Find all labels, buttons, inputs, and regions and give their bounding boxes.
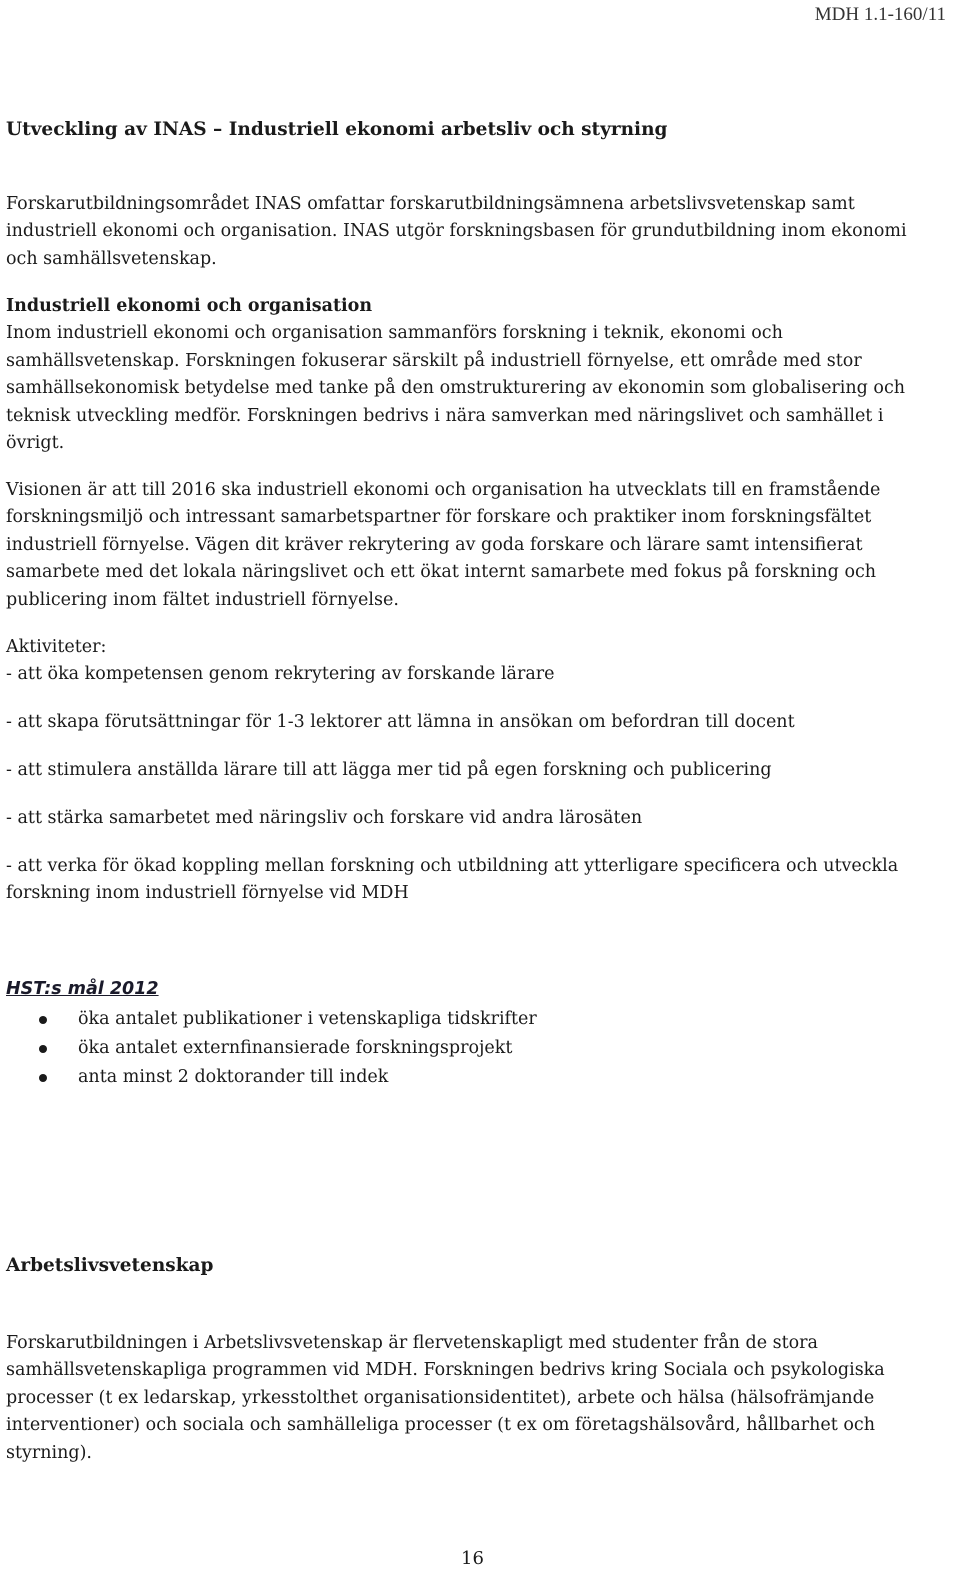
vision-line: publicering inom fältet industriell förnyelse. [6,589,399,610]
list-item-text: anta minst 2 doktorander till indek [78,1067,389,1087]
vision-line: samarbete med det lokala näringslivet och ett ökat internt samarbete med fokus på forskning och [6,562,877,583]
bullet-icon [39,1074,47,1082]
vision-line: forskningsmiljö och intressant samarbetspartner för forskare och praktiker inom forskningsfältet [6,507,872,528]
arbetsliv-line: samhällsvetenskapliga programmen vid MDH. Forskningen bedrivs kring Sociala och psykologiska [6,1360,885,1381]
bullet-icon [39,1045,47,1053]
list-item [6,1034,537,1063]
activity-item: - att öka kompetensen genom rekrytering av forskande lärare [6,664,555,684]
activities-label-text: Aktiviteter: [6,637,107,657]
list-item [6,1063,537,1092]
arbetsliv-line: styrning). [6,1442,92,1463]
arbetsliv-paragraph [6,1330,941,1467]
iek-line: samhällsvetenskap. Forskningen fokuserar särskilt på industriell förnyelse, ett område med stor [6,350,862,371]
activity-item: - att stärka samarbetet med näringsliv och forskare vid andra lärosäten [6,808,643,828]
bullet-icon [39,1016,47,1024]
document-reference: MDH 1.1-160/11 [814,4,946,25]
page-number: 16 [461,1548,484,1569]
vision-paragraph [6,477,941,614]
intro-line: industriell ekonomi och organisation. INAS utgör forskningsbasen för grundutbildning inom ekonomi [6,221,907,242]
iek-section [6,293,941,457]
arbetsliv-line: processer (t ex ledarskap, yrkesstolthet organisationsidentitet), arbete och hälsa (hälsofrämjande [6,1387,875,1408]
iek-line: samhällsekonomisk betydelse med tanke på den omstrukturering av ekonomin som globalisering och [6,378,906,399]
hst-goals-list [6,1005,537,1092]
activity-item-line: forskning inom industriell förnyelse vid MDH [6,883,409,904]
activity-item-line: - att verka för ökad koppling mellan forskning och utbildning att ytterligare specificera och utveckla [6,856,899,876]
intro-line: och samhällsvetenskap. [6,248,217,269]
arbetsliv-title: Arbetslivsvetenskap [6,1255,214,1276]
iek-line: övrigt. [6,433,65,454]
vision-line: industriell förnyelse. Vägen dit kräver rekrytering av goda forskare och lärare samt intensifierat [6,534,863,555]
arbetsliv-line: Forskarutbildningen i Arbetslivsvetenskap är flervetenskapligt med studenter från de stora [6,1333,818,1353]
main-title: Utveckling av INAS – Industriell ekonomi arbetsliv och styrning [6,119,668,140]
intro-paragraph [6,191,941,273]
activity-item: - att skapa förutsättningar för 1-3 lektorer att lämna in ansökan om befordran till docent [6,712,795,732]
arbetsliv-line: interventioner) och sociala och samhälleliga processer (t ex om företagshälsovård, hållbarhet och [6,1415,875,1436]
activity-item [6,853,941,908]
iek-line: teknisk utveckling medför. Forskningen bedrivs i nära samverkan med näringslivet och samhället i [6,405,884,426]
list-item [6,1005,537,1034]
list-item-text: öka antalet externfinansierade forskningsprojekt [78,1038,513,1058]
intro-line: Forskarutbildningsområdet INAS omfattar forskarutbildningsämnena arbetslivsvetenskap samt [6,194,855,214]
hst-goals-title: HST:s mål 2012 [6,979,159,999]
iek-line: Inom industriell ekonomi och organisation sammanförs forskning i teknik, ekonomi och [6,323,783,344]
activities-label [6,634,941,661]
iek-heading: Industriell ekonomi och organisation [6,296,373,316]
list-item-text: öka antalet publikationer i vetenskapliga tidskrifter [78,1009,537,1029]
activity-item: - att stimulera anställda lärare till att lägga mer tid på egen forskning och publicering [6,760,772,780]
vision-line: Visionen är att till 2016 ska industriell ekonomi och organisation ha utvecklats till en framstående [6,480,881,500]
